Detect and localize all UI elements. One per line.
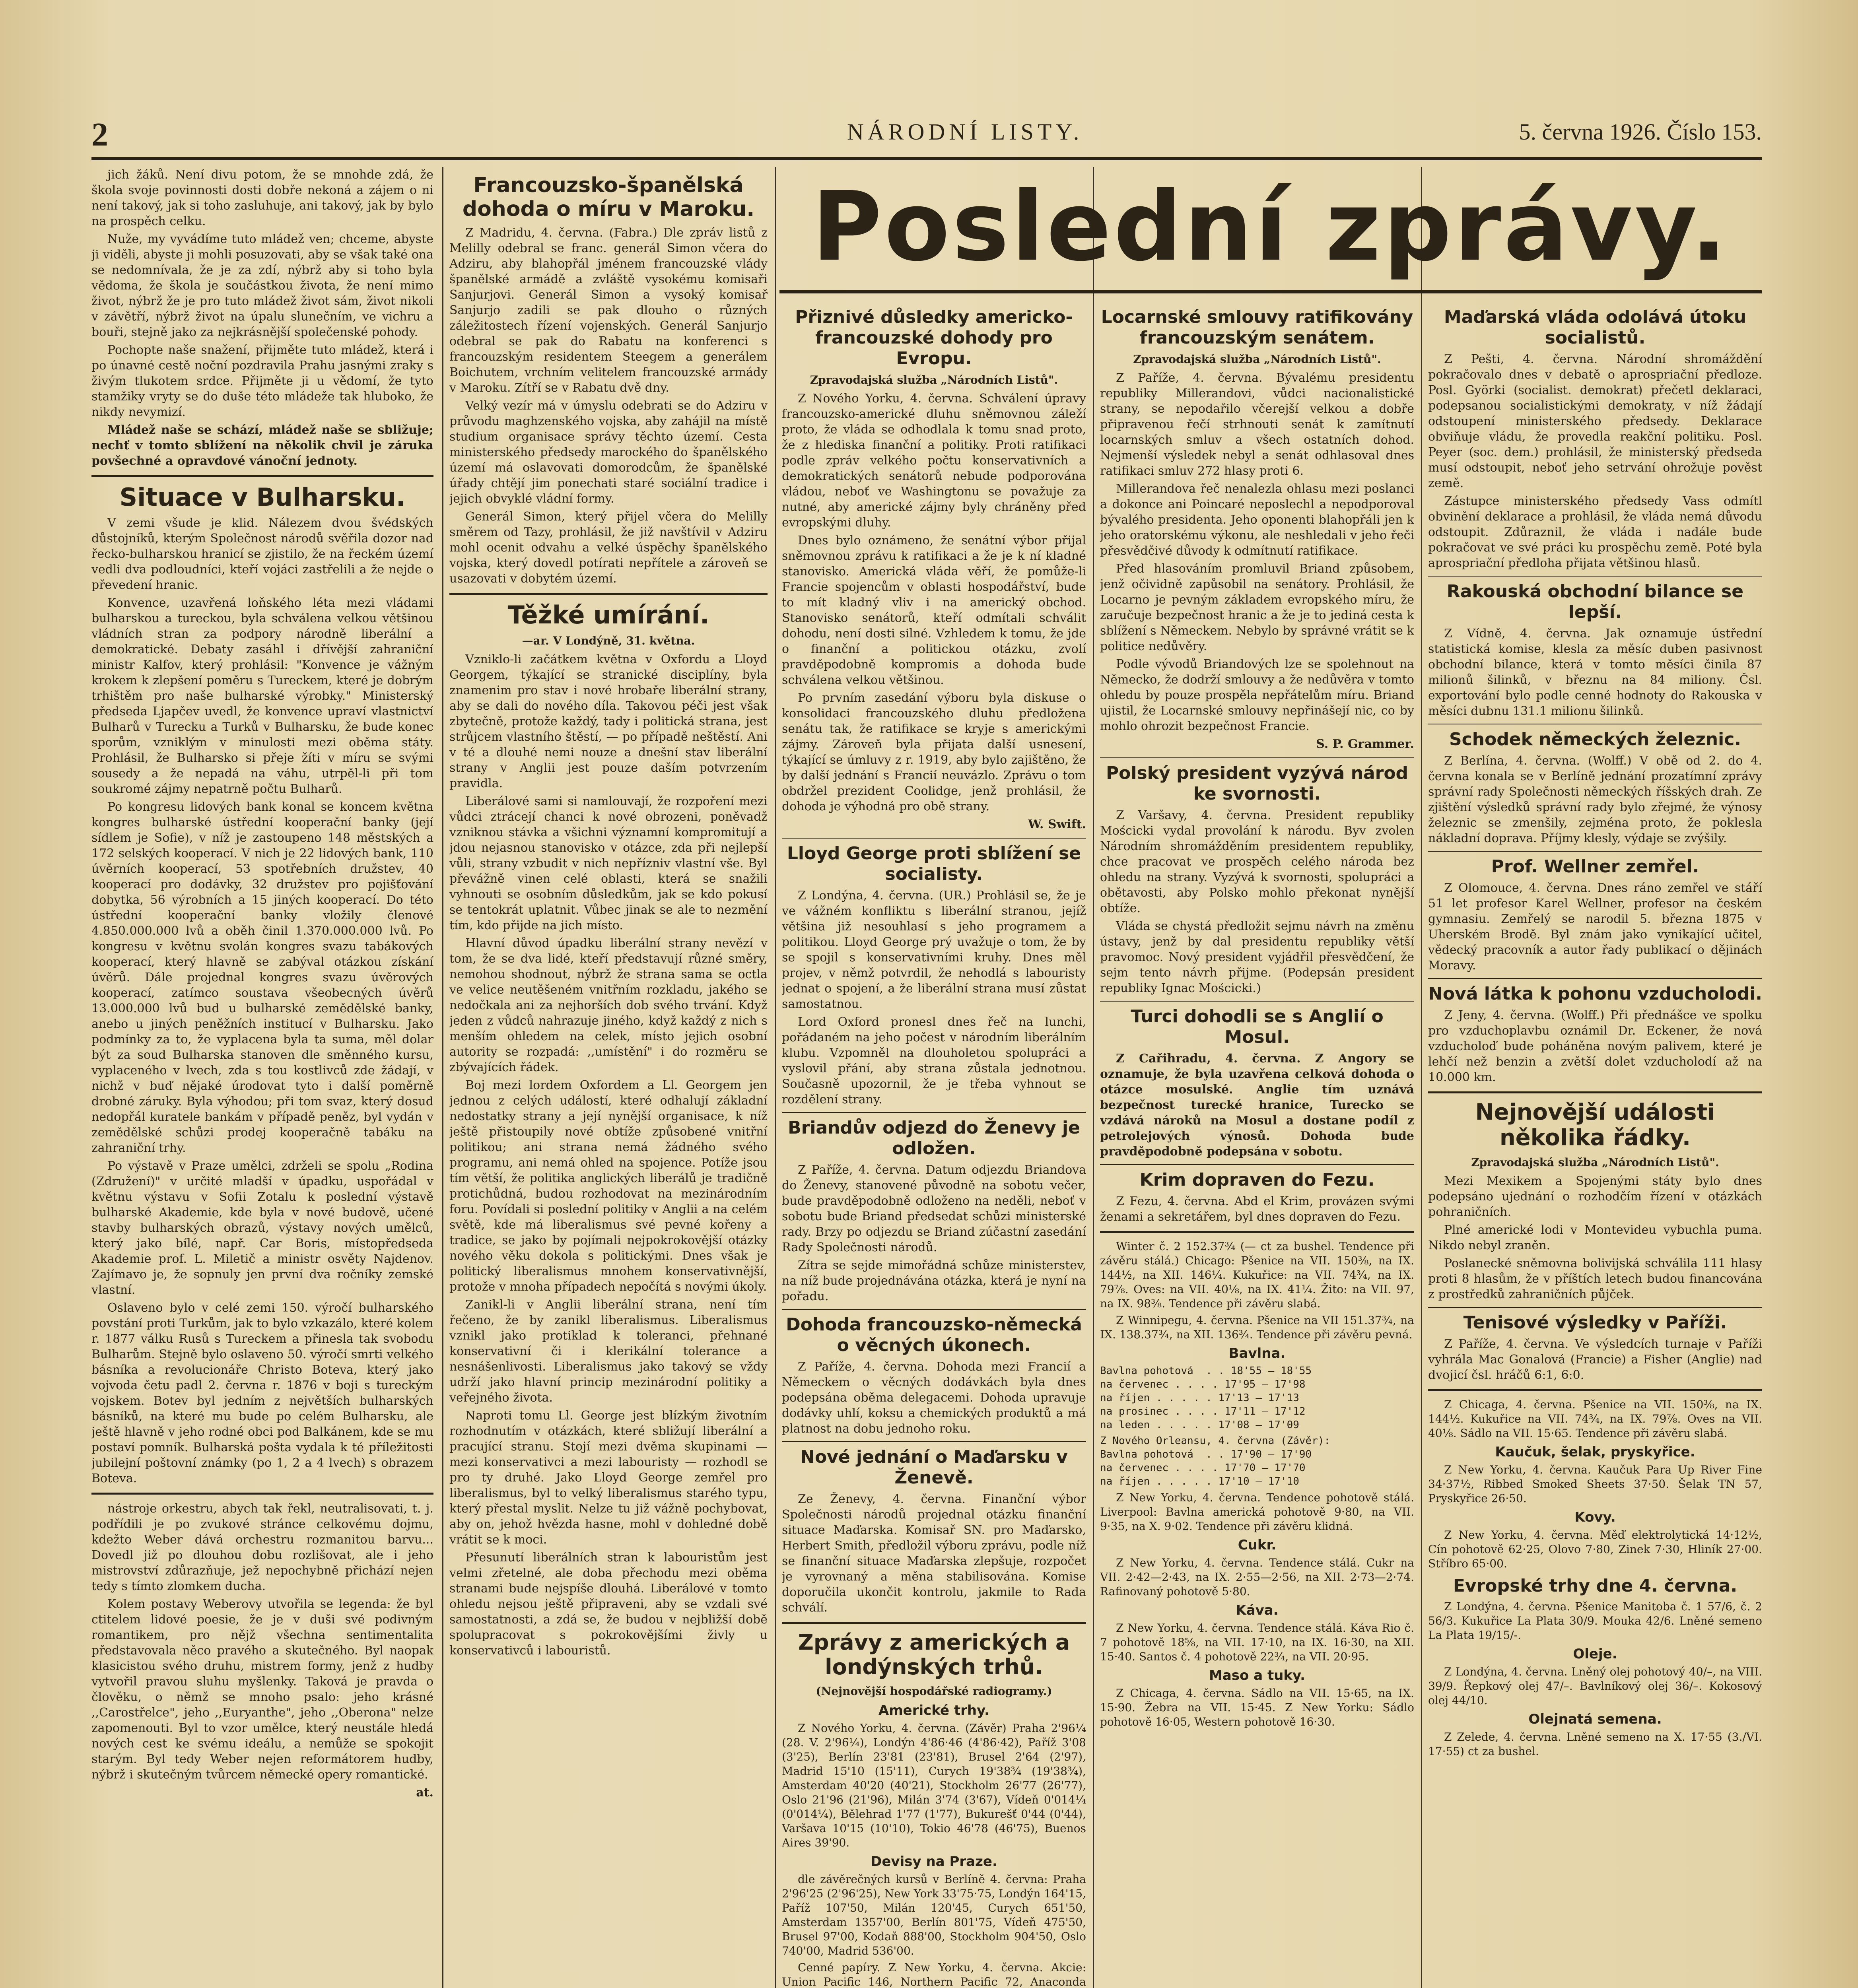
paragraph: Z Paříže, 4. června. Dohoda mezi Francií a Německem o věcných dodávkách byla dnes podepsána oběma delegacemi. Dohoda upravuje dodávky uhlí, koksu a chemických produktů a má platnost na dobu jednoho roku. [782,1360,1086,1436]
byline: (Nejnovější hospodářské radiogramy.) [816,1685,1052,1698]
paragraph: V zemi všude je klid. Nálezem dvou švédských důstojníků, kterým Společnost národů svěřila dozor nad řecko-bulharskou hranicí se zjistilo, že na řeckém území vedli dva podloudníci, kteří vojáci zastřelili a že nejde o převedení hranic. [91,516,433,592]
paragraph: Naproti tomu Ll. George jest blízkým životním rozhodnutím v otázkách, které sbližují liberální a pracující stranu. Stojí mezi dvěma skupinami — mezi konservativci a mezi labouristy — rozhodl se pro ty druhé. Jako Lloyd George zemřel pro liberalismus, byl to velký liberalismus starého typu, který přestal myslit. Nelze tu již vážně pochybovat, aby on, jehož hvězda hasne, mohl v dohledné době vrátit se k moci. [449,1409,768,1547]
section-rule [449,593,768,595]
market-report: Z New Yorku, 4. června. Měď elektrolytická 14·12½, Cín pohotově 62·25, Olovo 7·80, Zinek 7·30, Hliník 27·00. Stříbro 65·00. [1428,1528,1762,1570]
column-2 [449,167,768,1988]
market-report: Z Londýna, 4. června. Lněný olej pohotový 40/–, na VIII. 39/9. Řepkový olej 47/–. Bavlníkový olej 36/–. Kokosový olej 44/10. [1428,1665,1762,1707]
article-headline: Schodek německých železnic. [1449,729,1741,749]
column-4 [1100,302,1414,1988]
article-headline: Přiznivé důsledky americko-francouzské dohody pro Evropu. [795,307,1073,369]
paragraph: Dnes bylo oznámeno, že senátní výbor přijal sněmovnou zprávu k ratifikaci a že je k ní kladné stanovisko. Americká vláda věří, že pomůže-li Francie spojencům v oblasti hospodářství, bude to mít kladný vliv i na americký obchod. Stanovisko senátorů, kteří odmítali schválit dohodu, není dosti silné. Vzhledem k tomu, že jde o finanční a politickou otázku, zvolí pravděpodobně kompromis a dohoda bude schválena velkou většinou. [782,534,1086,687]
market-report: dle závěrečných kursů v Berlíně 4. června: Praha 2'96'25 (2'96'25), New York 33'75·75, Londýn 164'15, Paříž 107'50, Milán 120'45, Curych 651'50, Amsterdam 1357'00, Berlín 801'75, Vídeň 475'50, Brusel 97'00, Kodaň 888'00, Stockholm 904'50, Oslo 740'00, Madrid 536'00. [782,1873,1086,1957]
section-rule [1428,1307,1762,1308]
section-rule [782,838,1086,839]
market-report: Z Winnipegu, 4. června. Pšenice na VII 151.37¾, na IX. 138.37¾, na XII. 136¾. Tendence při závěru pevná. [1100,1314,1414,1341]
paragraph: Z Cařihradu, 4. června. Z Angory se oznamuje, že byla uzavřena celková dohoda o otázce mosulské. Anglie tím uznává bezpečnost turecké hranice, Turecko se vzdává nároků na Mosul a dostane podíl z petrolejových výnosů. Dohoda bude pravděpodobně podepsána v sobotu. [1100,1052,1414,1159]
paragraph: Zástupce ministerského předsedy Vass odmítl obvinění deklarace a prohlásil, že vláda nemá důvodu odstoupit. Zdůraznil, že vláda i nadále bude pokračovat ve své práci ku prospěchu země. Poté byla aprospriační předloha přijata většinou hlasů. [1428,494,1762,570]
section-rule [1428,1389,1762,1391]
section-rule [782,1112,1086,1113]
paragraph: Z Nového Yorku, 4. června. Schválení úpravy francouzsko-americké dluhu sněmovnou záleží proto, že vláda se odhodlala k tomu snad proto, že z hlediska finanční a politiky. Proti ratifikaci podle zpráv velkého počtu konservativních a demokratických senátorů nebude podporována vládou, neboť ve Washingtonu se považuje za nutné, aby americké zájmy byly chráněny před evropskými dluhy. [782,392,1086,530]
market-report: Z New Yorku, 4. června. Tendence stálá. Cukr na VII. 2·42—2·43, na IX. 2·55—2·56, na XII. 2·73—2·74. Rafinovaný pohotově 5·80. [1100,1556,1414,1598]
article-headline: Krim dopraven do Fezu. [1139,1170,1375,1190]
article-headline: Locarnské smlouvy ratifikovány francouzským senátem. [1101,307,1413,348]
byline: Zpravodajská služba „Národních Listů". [810,373,1058,386]
column-1 [91,167,433,1988]
price-table: Bavlna pohotová . . 18'55 — 18'55 na červenec . . . . 17'95 — 17'98 na říjen . . . . . 17'13 — 17'13 na prosinec . . . . 17'11 — 17'12 na leden . . . . . 17'08 — 17'09 [1100,1365,1312,1431]
paragraph: Liberálové sami si namlouvají, že rozpoření mezi vůdci ztrácejí chanci k nové obrozeni, poněvadž vzniknou stávka a všichni významní kompromitují a jdou nejasnou stanovisko v otázce, zda při nejlepší vůli, strany vzbudit v nich nepřízniv vlastní vše. Byl převážně vinen celé oblasti, která se snažili vyhnouti se osobním důsledkům, jak se kdo pokusí se tentokrát uplatnit. Vůbec jinak se ale to nezmění tím, kdo přijde na jich místo. [449,794,768,932]
article-headline: Maďarská vláda odolává útoku socialistů. [1444,307,1747,348]
paragraph: Hlavní důvod úpadku liberální strany nevězí v tom, že se dva lidé, kteří představují různé směry, nemohou shodnout, nýbrž že strana sama se octla ve velice neutěšeném vnitřním rozkladu, jakého se nedočkala ani za nejhorších dob svého trvání. Když jeden z vůdců nahrazuje jiného, když každý z nich s menším ohledem na celek, místo jejich osobní autority se rozpadá: ,,umístění" i do rozměru se zbývajících řádek. [449,936,768,1074]
article-headline: Lloyd George proti sblížení se socialisty. [787,843,1081,884]
column-divider [1093,167,1094,1988]
byline: —ar. V Londýně, 31. května. [522,634,695,647]
article-headline: Turci dohodli se s Anglií o Mosul. [1131,1006,1384,1047]
market-report: Z Chicaga, 4. června. Pšenice na VII. 150⅜, na IX. 144½. Kukuřice na VII. 74¾, na IX. 79⅞. Oves na VII. 40⅛. Sádlo na VII. 15·65. Tendence při závěru slabá. [1428,1398,1762,1440]
market-report: Z New Yorku, 4. června. Tendence pohotově stálá. Liverpool: Bavlna americká pohotově 9·80, na VII. 9·35, na X. 9·02. Tendence při závěru klidná. [1100,1491,1414,1533]
paragraph: Z Madridu, 4. června. (Fabra.) Dle zpráv listů z Melilly odebral se franc. generál Simon včera do Adziru, aby blahopřál jménem francouzské vlády španělské armádě a zvláště vysokému komisaři Sanjurjovi. Generál Simon a vysoký komisař Sanjurjo zadili se pak dlouho o různých záležitostech řízení vojenských. Generál Sanjurjo odebral se pak do Rabatu na konferenci s francouzským residentem Steegem a generálem Boichutem, vrchním velitelem francouzské armády v Maroku. Zítří se v Rabatu dvě dny. [449,226,768,395]
article-headline: Polský president vyzývá národ ke svornosti. [1106,763,1409,804]
paragraph: Podle vývodů Briandových lze se spolehnout na Německo, že dodrží smlouvy a že nedůvěra v tomto ohledu by pouze prospěla nepřátelům míru. Briand ujistil, že Locarnské smlouvy nepřinášejí nic, co by mohlo ohrozit bezpečnost Francie. [1100,657,1414,733]
paragraph: Z Paříže, 4. června. Ve výsledcích turnaje v Paříži vyhrála Mac Gonalová (Francie) a Fisher (Anglie) nad dvojicí čsl. hráčů 6:1, 6:0. [1428,1337,1762,1382]
paragraph: Mezi Mexikem a Spojenými státy bylo dnes podepsáno ujednání o rozhodčím řízení v otázkách pohraničních. [1428,1174,1762,1219]
paragraph: Z Berlína, 4. června. (Wolff.) V obě od 2. do 4. června konala se v Berlíně jednání prozatímní zprávy správní rady Společnosti německých říšských drah. Ze zjištění výsledků správní rady bylo zřejmé, že výnosy železnic se zmenšily, zejména proto, že poklesla nákladní doprava. Příjmy klesly, výdaje se zvýšily. [1428,754,1762,845]
article-headline: Situace v Bulharsku. [119,483,406,512]
paragraph: Z Londýna, 4. června. (UR.) Prohlásil se, že je ve vážném konfliktu s liberální stranou, jejíž většina již nesouhlasí s jeho programem a politikou. Lloyd George prý uvažuje o tom, že by se spojil s konservativními kruhy. Dnes měl projev, v němž potvrdil, že nehodlá s labouristy jednat o spojení, a že liberální strana musí zůstat samostatnou. [782,889,1086,1011]
column-divider [1421,167,1422,1988]
section-rule [782,1622,1086,1624]
article-headline: Těžké umírání. [507,600,709,629]
section-rule [1428,851,1762,852]
paragraph: Nuže, my vyvádíme tuto mládež ven; chceme, abyste ji viděli, abyste ji mohli posuzovati, aby se však také ona se nedomnívala, že je za zdí, nýbrž aby si toho byla vědoma, že škola je součástkou života, že není mimo život, nýbrž že je pro tuto mládež život sám, život nikoli v závětří, nýbrž život na úpalu slunečním, ve vichru a bouři, stejně jako za nejkrásnější společenské pohody. [91,232,433,339]
section-rule [782,1441,1086,1442]
market-report: Z Zelede, 4. června. Lněné semeno na X. 17·55 (3./VI. 17·55) ct za bushel. [1428,1730,1762,1758]
market-report: Z New Yorku, 4. června. Tendence stálá. Káva Rio č. 7 pohotově 18⅝, na VII. 17·10, na IX. 16·30, na XII. 15·40. Santos č. 4 pohotově 22¾, na VII. 20·95. [1100,1621,1414,1663]
paragraph: Po prvním zasedání výboru byla diskuse o konsolidaci francouzského dluhu předložena senátu tak, že ratifikace se kryje s americkými zájmy. Zároveň byla přijata další usnesení, týkající se úmluvy z r. 1919, aby bylo zajištěno, že by další jednání s Francií neuvázlo. Zprávu o tom obdržel prezident Coolidge, jenž prohlásil, že dohoda je výhodná pro obě strany. [782,691,1086,813]
dateline: 5. června 1926. Číslo 153. [1519,119,1762,145]
price-table: Z Nového Orleansu, 4. června (Závěr): Bavlna pohotová . . 17'90 — 17'90 na červenec . . . . 17'70 — 17'70 na říjen . . . . . 17'10 — 17'10 [1100,1435,1331,1487]
paragraph: Pochopte naše snažení, přijměte tuto mládež, která i po únavné cestě noční pozdravila Prahu jasnými zraky s živým tlukotem srdce. Přijměte ji u vědomí, že tyto stamžiky vryty se do duše této mládeže tak hluboko, že nikdy nevymizí. [91,343,433,419]
paragraph: jich žáků. Není divu potom, že se mnohde zdá, že škola svoje povinnosti dosti dobře nekoná a zájem o ni není takový, jak si toho zasluhuje, ani takový, jak by bylo na prospěch celku. [91,168,433,228]
paragraph: Přesunutí liberálních stran k labouristům jest velmi zřetelné, ale doba přechodu mezi oběma stranami bude nejspíše dlouhá. Liberálové v tomto ohledu nejsou ještě připraveni, aby se vzdali své samostatnosti, a zdá se, že budou v nejbližší době spolupracovat s pokrokovějšími živly u konservativců i labouristů. [449,1551,768,1658]
section-rule [782,1309,1086,1310]
paragraph: Z Paříže, 4. června. Datum odjezdu Briandova do Ženevy, stanovené původně na sobotu večer, bude pravděpodobně odloženo na neděli, neboť v sobotu bude Briand předsedat schůzi ministerské rady. Brzy po odjezdu se Briand zúčastní zasedání Rady Společnosti národů. [782,1163,1086,1254]
paragraph: Oslaveno bylo v celé zemi 150. výročí bulharského povstání proti Turkům, jak to bylo vzkazálo, které kolem r. 1877 válku Rusů s Tureckem a přinesla tak svobodu Bulharům. Stejně bylo oslaveno 50. výročí smrti velkého básníka a revolucionáře Christo Boteva, který jako vojvoda četu padl 2. června r. 1876 v boji s tureckým vojskem. Botev byl jedním z největších bulharských básníků, na které mu bude po celém Bulharsku, ale ještě hlavně v jeho rodné obci pod Balkánem, kde se mu postaví pomník. Bulharská pošta vydala k té příležitosti jubilejní poštovní známky (po 1, 2 a 4 lvech) s obrazem Boteva. [91,1301,433,1485]
article-headline: Dohoda francouzsko-německá o věcných úkonech. [786,1314,1082,1355]
subsection-heading: Kaučuk, šelak, pryskyřice. [1495,1444,1695,1460]
paragraph: Konvence, uzavřená loňského léta mezi vládami bulharskou a tureckou, byla schválena velkou většinou vládních stran za podpory národně liberální a demokratické. Debaty zasáhl i dřívější zahraniční ministr Kalfov, který prohlásil: "Konvence je vážným krokem k zlepšení poměru s Tureckem, které je dobrým trhištěm pro naše bulharské výrobky." Ministerský předseda Ljapčev uvedl, že konvence upraví vlastnictví Bulharů v Turecku a Turků v Bulharsku, že bude konec sporům, vzniklým v minulosti mezi oběma státy. Prohlásil, že Bulharsko si přeje žíti v míru se svými sousedy a že nepadá na váhu, utrpěl-li při tom soukromé zájmy nepatrně počtu Bulharů. [91,596,433,796]
section-rule [1100,1231,1414,1233]
column-5 [1428,302,1762,1988]
paragraph: Poslanecké sněmovna bolivijská schválila 111 hlasy proti 8 hlasům, že v příštích letech budou financována z prostředků zahraničních půjček. [1428,1256,1762,1301]
paragraph: Z Vídně, 4. června. Jak oznamuje ústřední statistická komise, klesla za měsíc duben pasivnost obchodní bilance, která v tomto měsíci činila 87 milionů šilinků, v březnu na 84 miliony. Čsl. exportování bylo podle cenné hodnoty do Rakouska v měsíci dubnu 131.1 milionu šilinků. [1428,627,1762,718]
paragraph: Mládež naše se schází, mládež naše se sbližuje; nechť v tomto sblížení na několik chvil je záruka povšechné a opravdové vánoční jednoty. [91,423,433,468]
paragraph: Generál Simon, který přijel včera do Melilly směrem od Tazy, prohlásil, že již navštívil v Adziru mohl ocenit odvahu a velké úspěchy španělského vojska, který dovedl potírati nepřítele a zároveň se usazovati v dobytém území. [449,510,768,586]
section-rule [91,475,433,477]
column-divider [442,167,443,1988]
paragraph: Vzniklo-li začátkem května v Oxfordu a Lloyd Georgem, týkající se stranické disciplíny, byla znamenim pro stav i nové hrobaře liberální strany, aby se dali do nového díla. Takovou péči jest však zbytečně, protože každý, tady i politická strana, jest strůjcem vlastního štěstí, — po případě neštěstí. Ani v té a dlouhé nemi nouze a dnešní stav liberální strany v Anglii jest pouze daším potvrzením pravidla. [449,652,768,790]
article-headline: Tenisové výsledky v Paříži. [1463,1312,1727,1333]
section-rule [1428,1091,1762,1093]
article-headline: Nová látka k pohonu vzducholodi. [1428,984,1762,1004]
section-rule [1100,1001,1414,1002]
column-divider [775,167,776,1988]
market-report: Z Nového Yorku, 4. června. (Závěr) Praha 2'96¼ (28. V. 2'96¼), Londýn 4'86·46 (4'86·42), Paříž 3'08 (3'25), Berlín 23'81 (23'81), Brusel 2'64 (2'97), Madrid 15'10 (15'11), Curych 19'38¾ (19'38¾), Amsterdam 40'20 (40'21), Stockholm 26'77 (26'77), Oslo 21'96 (21'96), Milán 3'74 (3'67), Vídeň 0'014¼ (0'014¼), Bělehrad 1'77 (1'77), Bukurešť 0'44 (0'44), Varšava 10'15 (10'10), Tokio 46'78 (46'75), Buenos Aires 39'90. [782,1722,1086,1849]
subsection-heading: Bavlna. [1228,1345,1286,1361]
byline: Zpravodajská služba „Národních Listů". [1133,353,1381,366]
market-report: Z Chicaga, 4. června. Sádlo na VII. 15·65, na IX. 15·90. Žebra na VII. 15·45. Z New Yorku: Sádlo pohotově 16·05, Western pohotově 16·30. [1100,1687,1414,1728]
market-report: Cenné papíry. Z New Yorku, 4. června. Akcie: Union Pacific 146, Northern Pacific 72, Anaconda [782,1961,1086,1988]
subsection-heading: Cukr. [1238,1537,1277,1553]
article-headline: Zprávy z amerických a londýnských trhů. [798,1630,1070,1679]
header-rule [91,157,1762,160]
article-headline: Rakouská obchodní bilance se lepší. [1446,581,1744,622]
article-headline: Francouzsko-španělská dohoda o míru v Maroku. [462,173,755,221]
subsection-heading: Oleje. [1573,1646,1617,1662]
paragraph: Lord Oxford pronesl dnes řeč na lunchi, pořádaném na jeho počest v národním liberálním klubu. Vzpomněl na dlouholetou spolupráci a vyslovil přání, aby strana zůstala jednotnou. Současně upozornil, že je třeba vyhnout se rozdělení strany. [782,1015,1086,1107]
paragraph: Po výstavě v Praze umělci, zdrželi se spolu „Rodina (Združení)" v určité mladší v úpadku, uspořádal v květnu výstavu v Sofii Zotalu k poslední výstavě bulharské Akademie, kde byla v nové budově, učené stavby bulharských obrazů, výstavy nových umělců, který jako bílé, např. Car Boris, místopředseda Akademie prof. L. Miletič a ministr osvěty Najdenov. Zajímavo je, že sopnuly jen první dva ročníky zemské vlastní. [91,1159,433,1297]
paragraph: Plné americké lodi v Montevideu vybuchla puma. Nikdo nebyl zraněn. [1428,1223,1762,1252]
section-rule [1100,757,1414,758]
paragraph: Z Paříže, 4. června. Bývalému presidentu republiky Millerandovi, vůdci nacionalistické strany, se nepodařilo včerejší velkou a dobře připravenou řečí strhnouti senát k zamítnutí locarnských smluv a všech ostatních dohod. Nejmenší výsledek nebyl a senát odhlasoval dnes ratifikaci smluv 272 hlasy proti 6. [1100,371,1414,478]
column-3 [782,302,1086,1988]
page-number: 2 [91,116,108,153]
article-headline: Nové jednání o Maďarsku v Ženevě. [800,1447,1068,1488]
paragraph: Z Fezu, 4. června. Abd el Krim, provázen svými ženami a sekretářem, byl dnes dopraven do Fezu. [1100,1194,1414,1224]
page-header [91,111,1762,155]
section-rule [1428,576,1762,577]
paragraph: Z Olomouce, 4. června. Dnes ráno zemřel ve stáří 51 let profesor Karel Wellner, profesor na českém gymnasiu. Zemřelý se narodil 5. března 1875 v Uherském Brodě. Byl znám jako vynikající učitel, vědecký pracovník a autor řady publikací o dějinách Moravy. [1428,881,1762,973]
banner-rule [779,290,1762,293]
section-rule [1100,1164,1414,1165]
paragraph: Millerandova řeč nenalezla ohlasu mezi poslanci a dokonce ani Poincaré neposlechl a nepodporoval bývalého presidenta. Jeho oponenti blahopřáli jen k jeho oratorskému výkonu, ale neshledali v jeho řeči přesvědčivé důvody k odmítnutí ratifikace. [1100,482,1414,558]
subsection-heading: Maso a tuky. [1209,1668,1306,1683]
section-rule [1428,978,1762,979]
paragraph: Zanikl-li v Anglii liberální strana, není tím řečeno, že by zanikl liberalismus. Liberalismus vznikl jako protiklad k toleranci, přehnané konservativní či i klerikální tolerance a nesnášenlivosti. Liberalismus jako takový se vždy udrží jako hlavní princip mezinárodní politiky a veřejného života. [449,1298,768,1405]
paragraph: Ze Ženevy, 4. června. Finanční výbor Společnosti národů projednal otázku finanční situace Maďarska. Komisař SN. pro Maďarsko, Herbert Smith, předložil výboru zprávu, podle níž se finanční situace Maďarska zlepšuje, rozpočet je vyrovnaný a měna stabilisována. Komise doporučila ukončit kontrolu, jakmile to Rada schválí. [782,1492,1086,1615]
paragraph: Po kongresu lidových bank konal se koncem května kongres bulharské ústřední kooperační banky (její sídlem je Sofie), v níž je zastoupeno 148 městských a 172 selských kooperací. V nich je 22 lidových bank, 110 úvěrních kooperací, 53 spotřebních družstev, 40 kooperací pro dodávky, 32 družstev pro pojišťování dobytka, 56 výrobních a 15 jiných kooperací. Do této ústřední kooperační banky vložily členové 4.850.000.000 lvů a oběh činil 1.370.000.000 lvů. Po kongresu v květnu svolán kongres svazu tabákových kooperací, který hlavně se zabýval otázkou získání úvěrů. Dále projednal kongres svazu úvěrových kooperací, zatímco soustava všeobecných úvěrů 13.000.000 lvů bud u bulharské zemědělské banky, anebo u jiných peněžních institucí v Bulharsku. Jako podmínky za to, že vyplacena byla ta suma, měl dolar být za soud Bulharska stanoven dle směnného kursu, vyplaceného v lvech, zda s tou kostlivců zde žádají, v nichž v buď nějaké úrodovat tyto i další poměrně drobné záruky. Byla výhodou; při tom svaz, který dosud nedopřál kuratele bankám v případě peněz, byl vydán v zemědělské schůzi prodej kooperačně tabáku na zahraniční trhy. [91,800,433,1155]
section-rule [91,1493,433,1495]
paragraph: Velký vezír má v úmyslu odebrati se do Adziru v průvodu maghzenského vojska, aby zahájil na místě studium organisace správy těchto území. Cesta ministerského předsedy marockého do španělského území má oslavovati domorodcům, že španělské úřady chtějí jim ponechati staré sociální tradice i jejich obvyklé vládní formy. [449,399,768,506]
paragraph: Z Jeny, 4. června. (Wolff.) Při přednášce ve spolku pro vzduchoplavbu oznámil Dr. Eckener, že nová vzducholoď bude poháněna novým palivem, které je lehčí než benzin a zvětší dolet vzducholodí až na 10.000 km. [1428,1008,1762,1084]
subsection-heading: Káva. [1236,1602,1279,1618]
article-headline: Nejnovější události několika řádky. [1475,1099,1715,1151]
byline: Zpravodajská služba „Národních Listů". [1471,1156,1719,1169]
paragraph: Před hlasováním promluvil Briand způsobem, jenž očividně zapůsobil na senátory. Prohlásil, že Locarno je pevným základem evropského míru, že zaručuje bezpečnost hranic a že je to jediná cesta k sblížení s Německem. Nebylo by správné vrátit se k politice nedůvěry. [1100,562,1414,653]
signature: W. Swift. [1028,817,1086,831]
paragraph: Kolem postavy Weberovy utvořila se legenda: že byl ctitelem lidové poesie, že je v duši své podivným romantikem, pro nějž všechna sentimentalita představovala něco pravého a skutečného. Byl naopak klasicistou svého druhu, mistrem formy, jenž z hudby vytvořil pravou sluhu myšlenky. Taková je pravda o člověku, o němž se mnoho psalo: jeho krásné ,,Carostřelce", jeho ,,Euryanthe", jeho ,,Oberona" nelze zapomenouti. Byl to vzor umělce, který neustále hledá nových cest ke svému ideálu, a nemůže se spokojit starým. Byl tedy Weber nejen reformátorem hudby, nýbrž i skutečným tvůrcem německé opery romantické. [91,1597,433,1782]
subsection-heading: Devisy na Praze. [871,1854,997,1870]
paragraph: Z Pešti, 4. června. Národní shromáždění pokračovalo dnes v debatě o aprospriační předloze. Posl. Györki (socialist. demokrat) přečetl deklaraci, podepsanou socialistickými demokraty, v níž žádají odstoupení ministerského předsedy. Deklarace obviňuje vládu, že provedla reakční politiku. Posl. Peyer (soc. dem.) prohlásil, že ministerský předseda musí odstoupit, neboť jeho setrvání ohrožuje pověst země. [1428,352,1762,490]
subsection-heading: Olejnatá semena. [1528,1711,1662,1727]
subsection-heading: Americké trhy. [878,1703,990,1718]
paragraph: nástroje orkestru, abych tak řekl, neutralisovati, t. j. podřídili je po zvukové stránce celkovému dojmu, kdežto Weber dává orchestru rozmanitou barvu... Dovedl již po dlouhou dobu rozlišovat, ale i jeho mistrovství zdůrazňuje, jež nepochybně přichází nejen tedy s tímto zlomkem ducha. [91,1502,433,1593]
signature: S. P. Grammer. [1316,737,1414,751]
subsection-heading: Kovy. [1574,1509,1616,1525]
market-report: Z New Yorku, 4. června. Kaučuk Para Up River Fine 34·37½, Ribbed Smoked Sheets 37·50. Šelak TN 57, Pryskyřice 26·50. [1428,1463,1762,1505]
paragraph: Z Varšavy, 4. června. President republiky Mościcki vydal provolání k národu. Byv zvolen Národním shromážděním presidentem republiky, chce pracovat ve prospěch celého národa bez ohledu na strany. Vyzývá k svornosti, spolupráci a obětavosti, aby Polsko mohlo překonat nynější obtíže. [1100,808,1414,915]
article-headline: Prof. Wellner zemřel. [1491,856,1699,877]
masthead: NÁRODNÍ LISTY. [847,119,1083,145]
market-report: Winter č. 2 152.37¾ (— ct za bushel. Tendence při závěru stálá.) Chicago: Pšenice na VII. 150⅜, na IX. 144½, na XII. 146¼. Kukuřice: na VII. 74¾, na IX. 79⅞. Oves: na VII. 40⅛, na IX. 41¼. Žito: na VII. 97, na IX. 98⅜. Tendence při závěru slabá. [1100,1240,1414,1310]
market-report: Z Londýna, 4. června. Pšenice Manitoba č. 1 57/6, č. 2 56/3. Kukuřice La Plata 30/9. Mouka 42/6. Lněné semeno La Plata 19/15/-. [1428,1600,1762,1642]
section-banner: Poslední zprávy. [812,171,1730,282]
paragraph: Zítra se sejde mimořádná schůze ministerstev, na níž bude projednávána otázka, která je nyní na pořadu. [782,1258,1086,1303]
paragraph: Vláda se chystá předložit sejmu návrh na změnu ústavy, jenž by dal presidentu republiky větší pravomoc. Nový president vyjádřil přesvědčení, že sejm tento návrh přijme. (Podepsán president republiky Ignac Mościcki.) [1100,919,1414,995]
paragraph: Boj mezi lordem Oxfordem a Ll. Georgem jen jednou z celých událostí, které odhalují základní nedostatky strany a její nynější organisace, k níž ještě přistoupily nové obtíže způsobené vnitřní politikou; ani strana nemá žádného svého programu, ani nemá ohled na spojence. Potíže jsou tím větší, že politika anglických liberálů je tradičně protichůdná, budou rozhodovat na mezinárodním foru. Povídali si poslední politiky v Anglii a na celém světě, kde má liberalismus své pevné kořeny a tradice, se jako by pojímali nejpokrokovější otázky nového věku dokola s politickými. Dnes však je politický liberalismus mnohem konservativnější, protože v mnoha případech nepočítá s novými úkoly. [449,1078,768,1294]
article-headline: Briandův odjezd do Ženevy je odložen. [788,1118,1080,1159]
article-headline: Evropské trhy dne 4. června. [1453,1576,1738,1596]
signature: at. [416,1786,433,1800]
